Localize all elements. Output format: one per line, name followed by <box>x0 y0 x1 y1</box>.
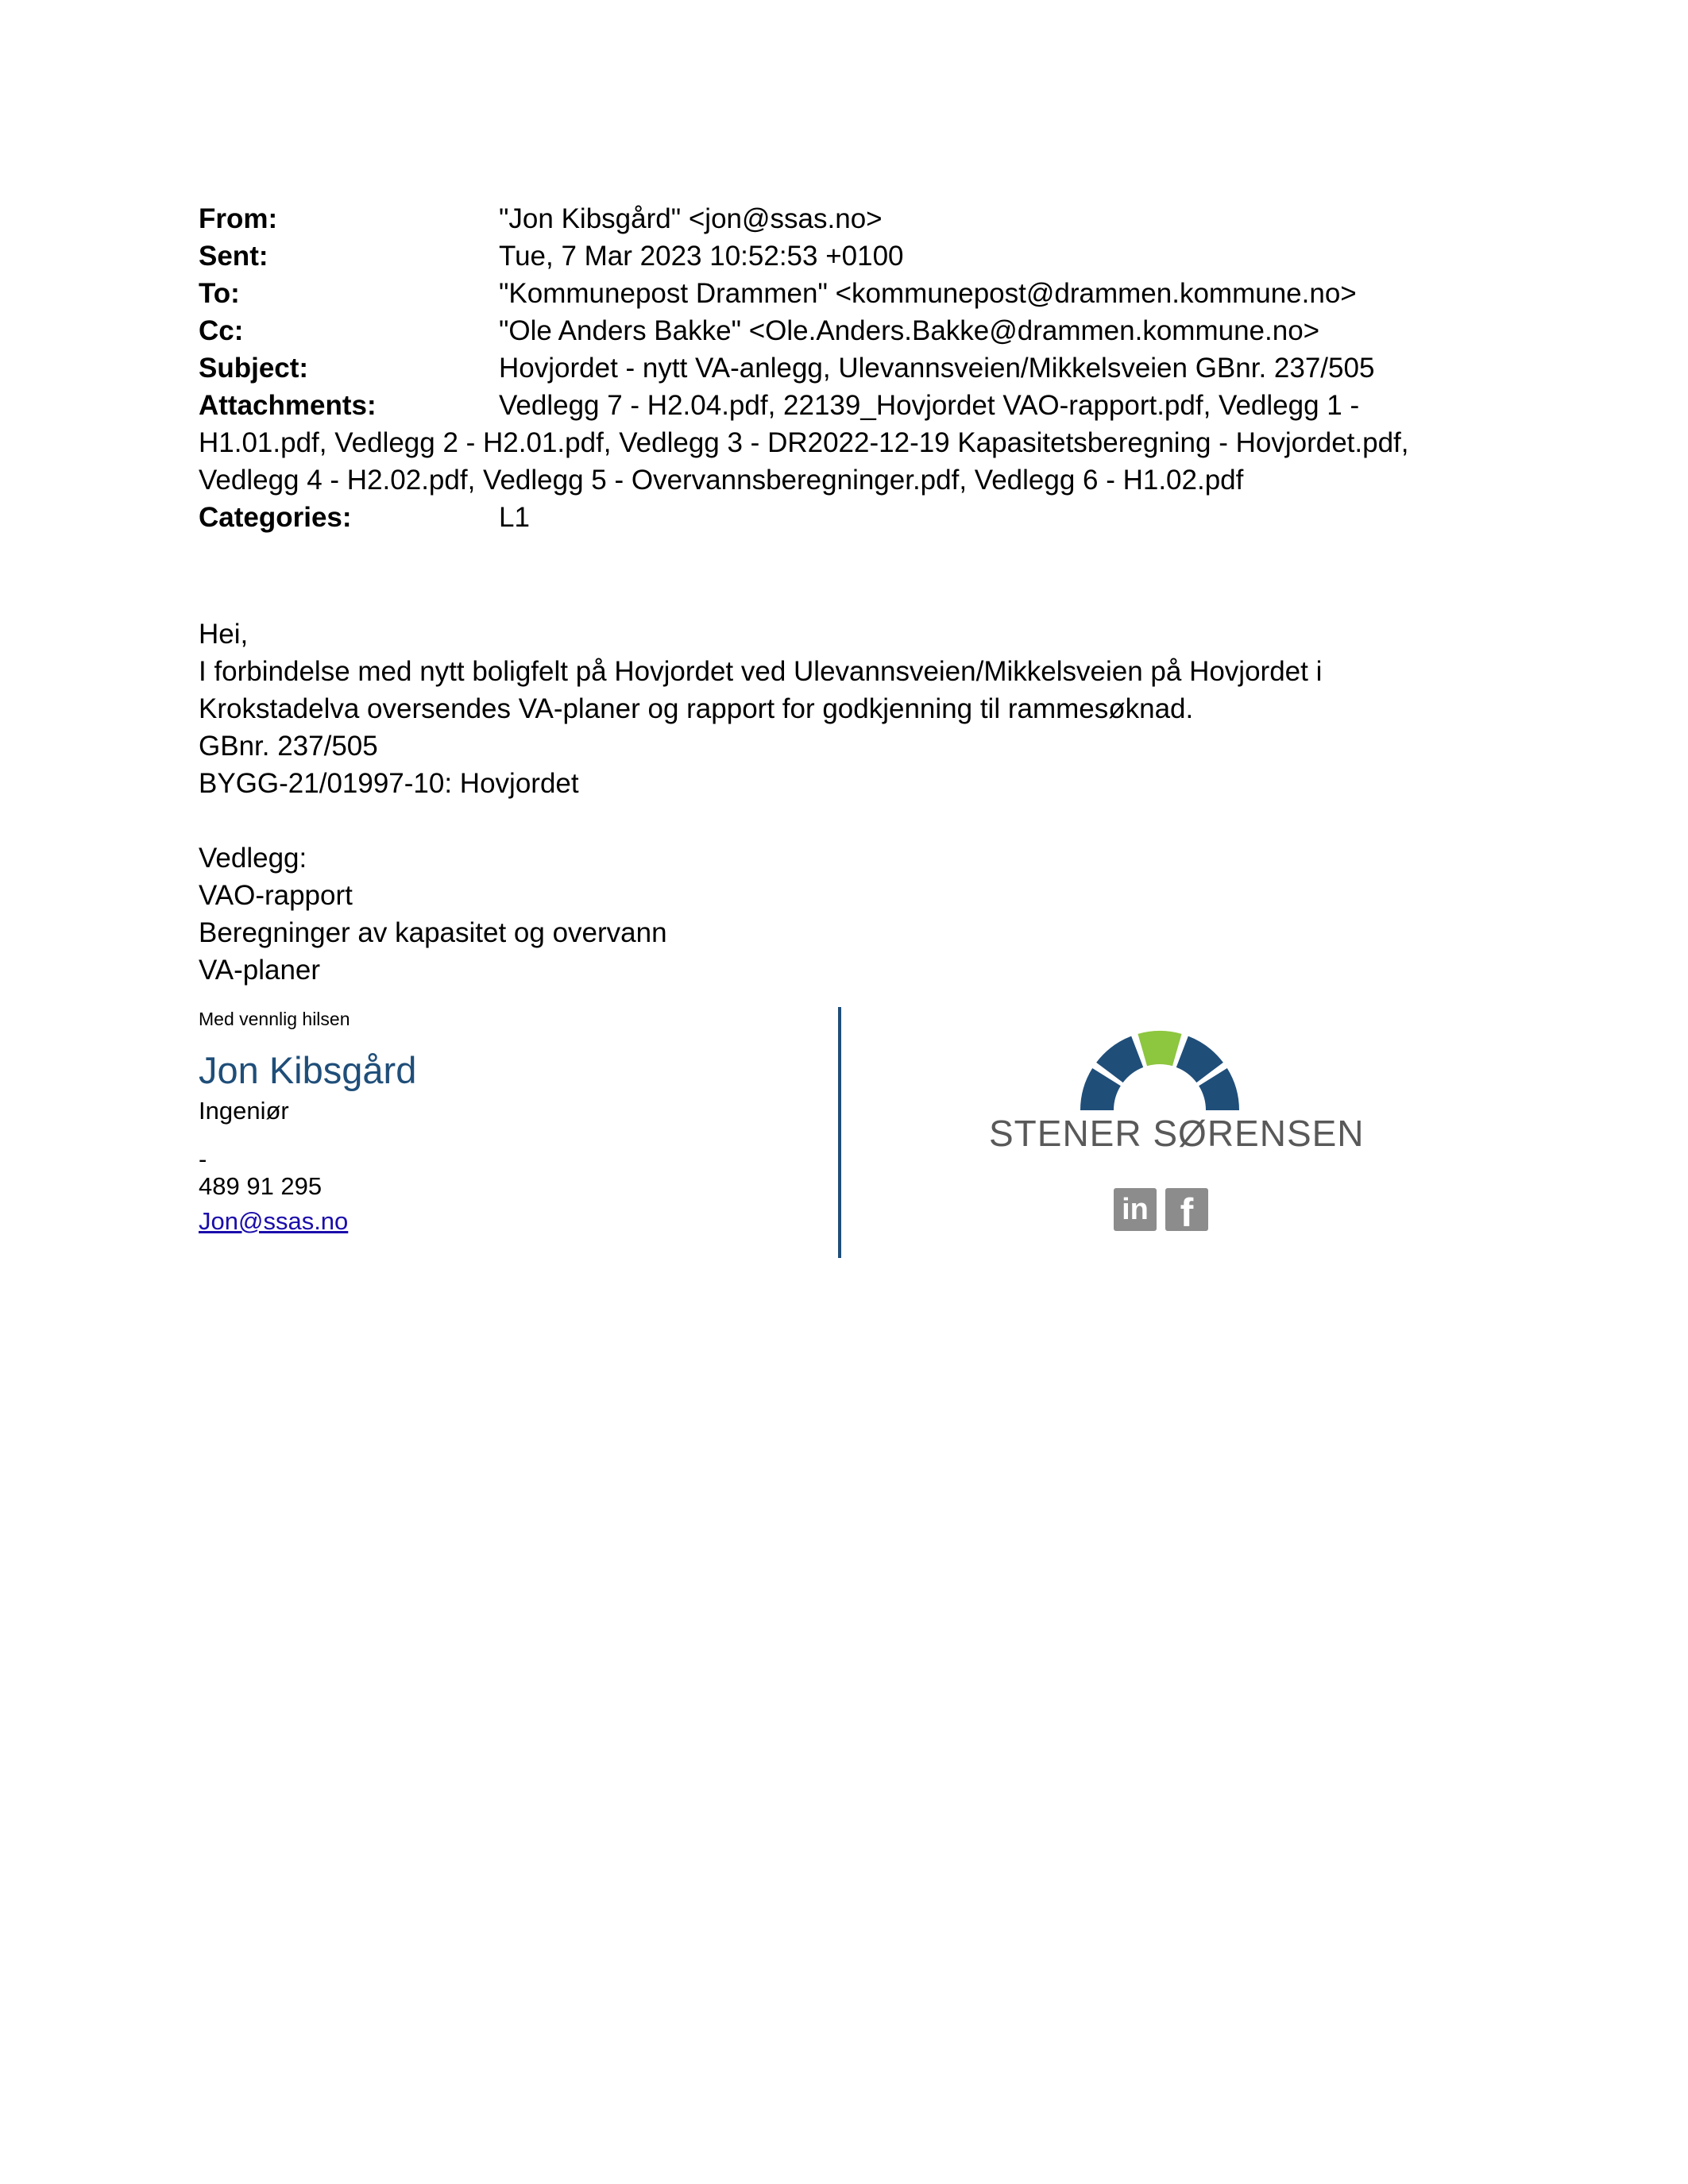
blank-line <box>199 802 1322 839</box>
sent-row <box>199 237 1470 275</box>
stener-sorensen-arch-logo-icon <box>989 1024 1338 1112</box>
sent-value: Tue, 7 Mar 2023 10:52:53 +0100 <box>499 241 904 272</box>
cc-label: Cc: <box>199 315 244 346</box>
vedlegg-item: VAO-rapport <box>199 880 353 911</box>
from-row <box>199 200 1470 237</box>
signature-role: Ingeniør <box>199 1097 289 1125</box>
categories-row <box>199 499 1470 536</box>
email-header <box>199 200 1470 536</box>
logo-keystone-segment <box>1138 1031 1181 1066</box>
vedlegg-heading: Vedlegg: <box>199 843 307 874</box>
signature-divider <box>838 1007 841 1258</box>
linkedin-icon[interactable]: in <box>1114 1188 1157 1231</box>
attachments-row-2 <box>199 424 1470 461</box>
cc-row <box>199 312 1470 349</box>
body-paragraph-line-1: I forbindelse med nytt boligfelt på Hovjordet ved Ulevannsveien/Mikkelsveien på Hovjordet i <box>199 656 1323 687</box>
cc-value: "Ole Anders Bakke" <Ole.Anders.Bakke@drammen.kommune.no> <box>499 315 1320 346</box>
attachments-row-3 <box>199 461 1470 499</box>
attachments-line-3: Vedlegg 4 - H2.02.pdf, Vedlegg 5 - Overvannsberegninger.pdf, Vedlegg 6 - H1.02.pdf <box>199 465 1244 496</box>
company-name: STENER SØRENSEN <box>989 1113 1365 1154</box>
subject-value: Hovjordet - nytt VA-anlegg, Ulevannsveien/Mikkelsveien GBnr. 237/505 <box>499 353 1375 384</box>
from-value: "Jon Kibsgård" <jon@ssas.no> <box>499 203 883 234</box>
gbnr-line: GBnr. 237/505 <box>199 731 378 762</box>
to-label: To: <box>199 278 240 309</box>
email-body <box>199 615 1322 989</box>
categories-value: L1 <box>499 502 530 533</box>
signature-name: Jon Kibsgård <box>199 1049 417 1091</box>
from-label: From: <box>199 203 278 234</box>
facebook-icon[interactable]: f <box>1165 1188 1208 1231</box>
signature-dash: - <box>199 1145 207 1173</box>
signature-phone: 489 91 295 <box>199 1172 323 1200</box>
closing-text: Med vennlig hilsen <box>199 1009 350 1029</box>
greeting: Hei, <box>199 619 249 650</box>
signature-block <box>199 1007 416 1239</box>
company-logo <box>989 1024 1365 1255</box>
vedlegg-item: VA-planer <box>199 955 321 986</box>
signature-email-link[interactable]: Jon@ssas.no <box>199 1207 349 1235</box>
attachments-row-1 <box>199 387 1470 424</box>
sent-label: Sent: <box>199 241 268 272</box>
attachments-line-2: H1.01.pdf, Vedlegg 2 - H2.01.pdf, Vedlegg 3 - DR2022-12-19 Kapasitetsberegning - Hovjordet.pdf, <box>199 427 1409 458</box>
subject-label: Subject: <box>199 353 309 384</box>
attachments-line-1: Vedlegg 7 - H2.04.pdf, 22139_Hovjordet VAO-rapport.pdf, Vedlegg 1 - <box>499 390 1360 421</box>
body-paragraph-line-2: Krokstadelva oversendes VA-planer og rapport for godkjenning til rammesøknad. <box>199 693 1194 724</box>
subject-row <box>199 349 1470 387</box>
vedlegg-item: Beregninger av kapasitet og overvann <box>199 917 667 948</box>
to-value: "Kommunepost Drammen" <kommunepost@drammen.kommune.no> <box>499 278 1357 309</box>
to-row <box>199 275 1470 312</box>
attachments-label: Attachments: <box>199 390 377 421</box>
bygg-line: BYGG-21/01997-10: Hovjordet <box>199 768 579 799</box>
categories-label: Categories: <box>199 502 352 533</box>
